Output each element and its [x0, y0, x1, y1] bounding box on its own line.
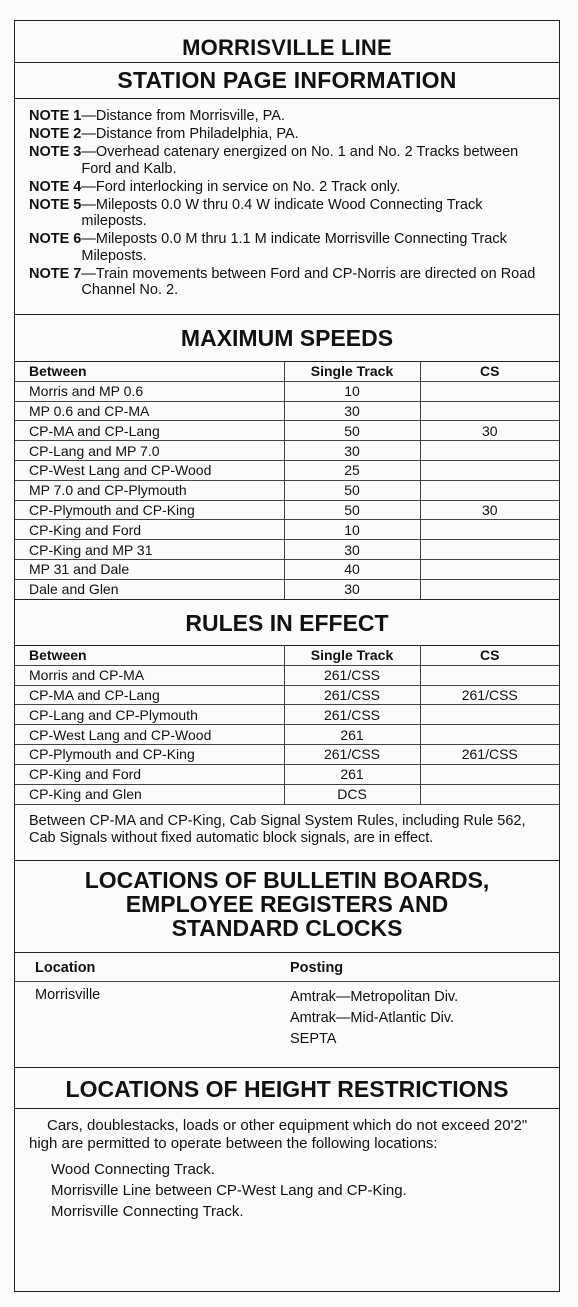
speed-row: [15, 579, 559, 599]
speed-cell: 30: [284, 441, 420, 461]
note-row: [29, 266, 547, 299]
rule-cell: 261/CSS: [284, 745, 420, 765]
speed-cell: CP-West Lang and CP-Wood: [15, 460, 284, 480]
height-intro: Cars, doublestacks, loads or other equipment which do not exceed 20'2" high are permitted to operate between the following locations:: [29, 1116, 528, 1152]
note-row: [29, 179, 547, 196]
speed-row: [15, 520, 559, 540]
speed-column-header: CS: [420, 362, 559, 382]
bulletin-heading-line-3: STANDARD CLOCKS: [171, 914, 403, 941]
speed-cell: [420, 540, 559, 560]
speed-cell: CP-MA and CP-Lang: [15, 421, 284, 441]
note-row: [29, 197, 547, 230]
speed-cell: CP-King and MP 31: [15, 540, 284, 560]
note-label: NOTE 5: [29, 196, 82, 213]
speed-cell: 30: [284, 540, 420, 560]
rule-cell: CP-King and Glen: [15, 784, 284, 804]
speed-cell: 10: [284, 520, 420, 540]
speed-cell: [420, 579, 559, 599]
rule-cell: [420, 705, 559, 725]
note-label: NOTE 3: [29, 144, 82, 160]
rule-column-header: Single Track: [284, 646, 420, 666]
rule-cell: CP-MA and CP-Lang: [15, 685, 284, 705]
speed-row: [15, 460, 559, 480]
height-list: [15, 1153, 559, 1222]
rule-row: [15, 705, 559, 725]
rule-row: [15, 764, 559, 784]
speed-row: [15, 559, 559, 579]
rule-cell: CP-Plymouth and CP-King: [15, 745, 284, 765]
rule-cell: DCS: [284, 784, 420, 804]
rule-column-header: Between: [15, 646, 284, 666]
note-label: NOTE 2: [29, 126, 82, 142]
speed-header-row: [15, 362, 559, 382]
subtitle-section: [15, 63, 559, 99]
bulletin-heading-line-2: EMPLOYEE REGISTERS AND: [125, 890, 449, 917]
rule-cell: 261: [284, 725, 420, 745]
speed-cell: 30: [420, 421, 559, 441]
bulletin-location: Morrisville: [35, 986, 101, 1003]
rule-header-row: [15, 646, 559, 666]
speed-row: [15, 540, 559, 560]
speed-cell: Morris and MP 0.6: [15, 381, 284, 401]
height-item: Wood Connecting Track.: [51, 1160, 215, 1178]
bulletin-heading: [15, 861, 559, 953]
speed-cell: CP-King and Ford: [15, 520, 284, 540]
speed-cell: 10: [284, 381, 420, 401]
speed-cell: 30: [284, 579, 420, 599]
bulletin-heading-line-1: LOCATIONS OF BULLETIN BOARDS,: [84, 866, 490, 893]
speed-cell: [420, 520, 559, 540]
bulletin-col-location: Location: [35, 959, 96, 976]
note-text: —Distance from Philadelphia, PA.: [81, 126, 299, 142]
bulletin-posting: Amtrak—Metropolitan Div.: [290, 988, 459, 1005]
height-item: Morrisville Connecting Track.: [51, 1202, 244, 1220]
rules-footnote: Between CP-MA and CP-King, Cab Signal System Rules, including Rule 562, Cab Signals without fixed automatic block signals, are in effect.: [15, 804, 559, 861]
speed-cell: 25: [284, 460, 420, 480]
rule-cell: CP-Lang and CP-Plymouth: [15, 705, 284, 725]
bulletin-col-posting: Posting: [290, 959, 344, 976]
rule-column-header: CS: [420, 646, 559, 666]
note-row: [29, 108, 547, 125]
rule-cell: 261/CSS: [284, 705, 420, 725]
speed-column-header: Between: [15, 362, 284, 382]
note-text: —Mileposts 0.0 M thru 1.1 M indicate Morrisville Connecting Track Mileposts.: [81, 231, 507, 264]
bulletin-postings: [290, 987, 458, 1050]
speed-cell: [420, 401, 559, 421]
speed-cell: MP 0.6 and CP-MA: [15, 401, 284, 421]
speed-cell: [420, 381, 559, 401]
speed-cell: [420, 559, 559, 579]
bulletin-posting: Amtrak—Mid-Atlantic Div.: [290, 1009, 455, 1026]
height-section: [15, 1068, 559, 1222]
line-title: MORRISVILLE LINE: [182, 35, 392, 60]
rule-row: [15, 745, 559, 765]
bulletin-section: [15, 861, 559, 1068]
speed-row: [15, 480, 559, 500]
rule-cell: 261/CSS: [420, 745, 559, 765]
note-label: NOTE 1: [29, 108, 82, 124]
max-speeds-section: [15, 315, 559, 599]
rule-cell: Morris and CP-MA: [15, 665, 284, 685]
rules-section: [15, 599, 559, 861]
speed-cell: Dale and Glen: [15, 579, 284, 599]
title-section: [15, 21, 559, 63]
speed-row: [15, 381, 559, 401]
rule-cell: 261/CSS: [284, 665, 420, 685]
speed-cell: 30: [420, 500, 559, 520]
rule-cell: [420, 764, 559, 784]
speed-column-header: Single Track: [284, 362, 420, 382]
speed-cell: 30: [284, 401, 420, 421]
speed-cell: CP-Plymouth and CP-King: [15, 500, 284, 520]
height-heading: LOCATIONS OF HEIGHT RESTRICTIONS: [15, 1068, 559, 1109]
note-text: —Train movements between Ford and CP-Norris are directed on Road Channel No. 2.: [81, 265, 536, 298]
note-text: —Overhead catenary energized on No. 1 and No. 2 Tracks between Ford and Kalb.: [81, 144, 519, 177]
speed-cell: MP 31 and Dale: [15, 559, 284, 579]
rule-cell: CP-West Lang and CP-Wood: [15, 725, 284, 745]
speed-cell: MP 7.0 and CP-Plymouth: [15, 480, 284, 500]
speed-row: [15, 500, 559, 520]
note-text: —Distance from Morrisville, PA.: [81, 108, 285, 124]
rule-row: [15, 685, 559, 705]
note-text: —Mileposts 0.0 W thru 0.4 W indicate Wood Connecting Track mileposts.: [81, 196, 483, 229]
station-page-frame: [14, 20, 560, 1292]
speed-cell: 50: [284, 480, 420, 500]
notes-section: [15, 99, 559, 315]
rule-cell: 261: [284, 764, 420, 784]
note-row: [29, 144, 547, 177]
speed-cell: 50: [284, 500, 420, 520]
speed-cell: 40: [284, 559, 420, 579]
speed-cell: 50: [284, 421, 420, 441]
speed-cell: [420, 480, 559, 500]
speed-row: [15, 421, 559, 441]
rule-cell: 261/CSS: [284, 685, 420, 705]
rules-heading: RULES IN EFFECT: [185, 610, 389, 637]
rule-row: [15, 784, 559, 804]
bulletin-posting: SEPTA: [290, 1030, 337, 1047]
max-speeds-heading: MAXIMUM SPEEDS: [180, 325, 394, 351]
rule-cell: 261/CSS: [420, 685, 559, 705]
height-item: Morrisville Line between CP-West Lang and CP-King.: [51, 1181, 407, 1199]
speed-cell: CP-Lang and MP 7.0: [15, 441, 284, 461]
speed-cell: [420, 460, 559, 480]
rule-cell: CP-King and Ford: [15, 764, 284, 784]
max-speeds-table: [15, 361, 559, 599]
speed-row: [15, 401, 559, 421]
note-row: [29, 126, 547, 143]
note-row: [29, 231, 547, 264]
page-subtitle: STATION PAGE INFORMATION: [117, 67, 457, 93]
note-label: NOTE 6: [29, 231, 82, 247]
rule-cell: [420, 665, 559, 685]
speed-cell: [420, 441, 559, 461]
rule-row: [15, 725, 559, 745]
rule-cell: [420, 725, 559, 745]
note-label: NOTE 7: [29, 265, 82, 282]
speed-row: [15, 441, 559, 461]
note-text: —Ford interlocking in service on No. 2 Track only.: [81, 178, 401, 195]
rules-table: [15, 645, 559, 804]
rule-row: [15, 665, 559, 685]
notes-list: [29, 108, 547, 299]
rule-cell: [420, 784, 559, 804]
note-label: NOTE 4: [29, 178, 82, 195]
